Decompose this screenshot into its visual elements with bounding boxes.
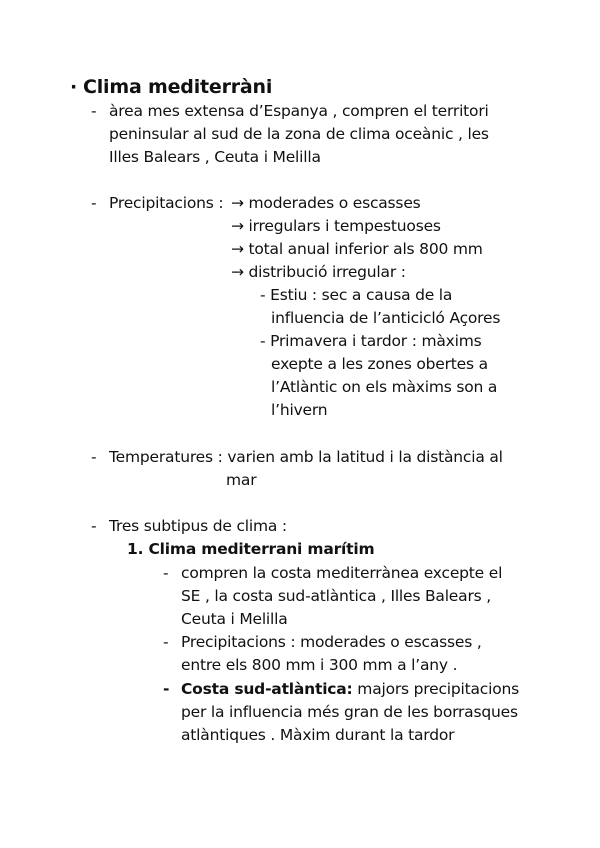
subtype-1-item-8: atlàntiques . Màxim durant la tardor [181,726,455,744]
section-bullet: · [70,76,78,98]
costa-sud-atlantica-label: Costa sud-atlàntica: [181,680,353,698]
list-dash: - [91,517,97,535]
precip-sub-4: exepte a les zones obertes a [271,355,488,373]
list-dash: - [163,564,169,582]
temp-line-1: Temperatures : varien amb la latitud i la distància al [109,448,503,466]
list-dash-bold: - [163,680,170,698]
precip-label: Precipitacions : [109,194,224,212]
precip-item-3: → total anual inferior als 800 mm [231,240,483,258]
precip-sub-3: - Primavera i tardor : màxims [260,332,482,350]
precip-item-1: → moderades o escasses [231,194,421,212]
temp-line-2: mar [226,471,257,489]
subtype-1-item-2: SE , la costa sud-atlàntica , Illes Balears , [181,587,491,605]
list-dash: - [91,102,97,120]
subtype-1-item-7: per la influencia més gran de les borrasques [181,703,518,721]
list-dash: - [163,633,169,651]
area-line-3: Illes Balears , Ceuta i Melilla [109,148,321,166]
precip-sub-6: l’hivern [271,401,328,419]
precip-sub-1: - Estiu : sec a causa de la [260,286,453,304]
subtype-1-item-1: compren la costa mediterrànea excepte el [181,564,503,582]
list-dash: - [91,194,97,212]
subtypes-label: Tres subtipus de clima : [109,517,287,535]
subtype-1-title: 1. Clima mediterrani marítim [127,540,375,558]
precip-item-2: → irregulars i tempestuoses [231,217,441,235]
subtype-1-item-6 [181,678,519,701]
precip-sub-5: l’Atlàntic on els màxims son a [271,378,498,396]
area-line-1: àrea mes extensa d’Espanya , compren el territori [109,102,489,120]
precip-item-4: → distribució irregular : [231,263,406,281]
area-line-2: peninsular al sud de la zona de clima oceànic , les [109,125,489,143]
subtype-1-item-4: Precipitacions : moderades o escasses , [181,633,482,651]
list-dash: - [91,448,97,466]
section-title: Clima mediterràni [83,76,273,98]
precip-sub-2: influencia de l’anticicló Açores [271,309,501,327]
subtype-1-item-3: Ceuta i Melilla [181,610,288,628]
costa-sud-atlantica-text: majors precipitacions [352,680,520,698]
subtype-1-item-5: entre els 800 mm i 300 mm a l’any . [181,656,458,674]
